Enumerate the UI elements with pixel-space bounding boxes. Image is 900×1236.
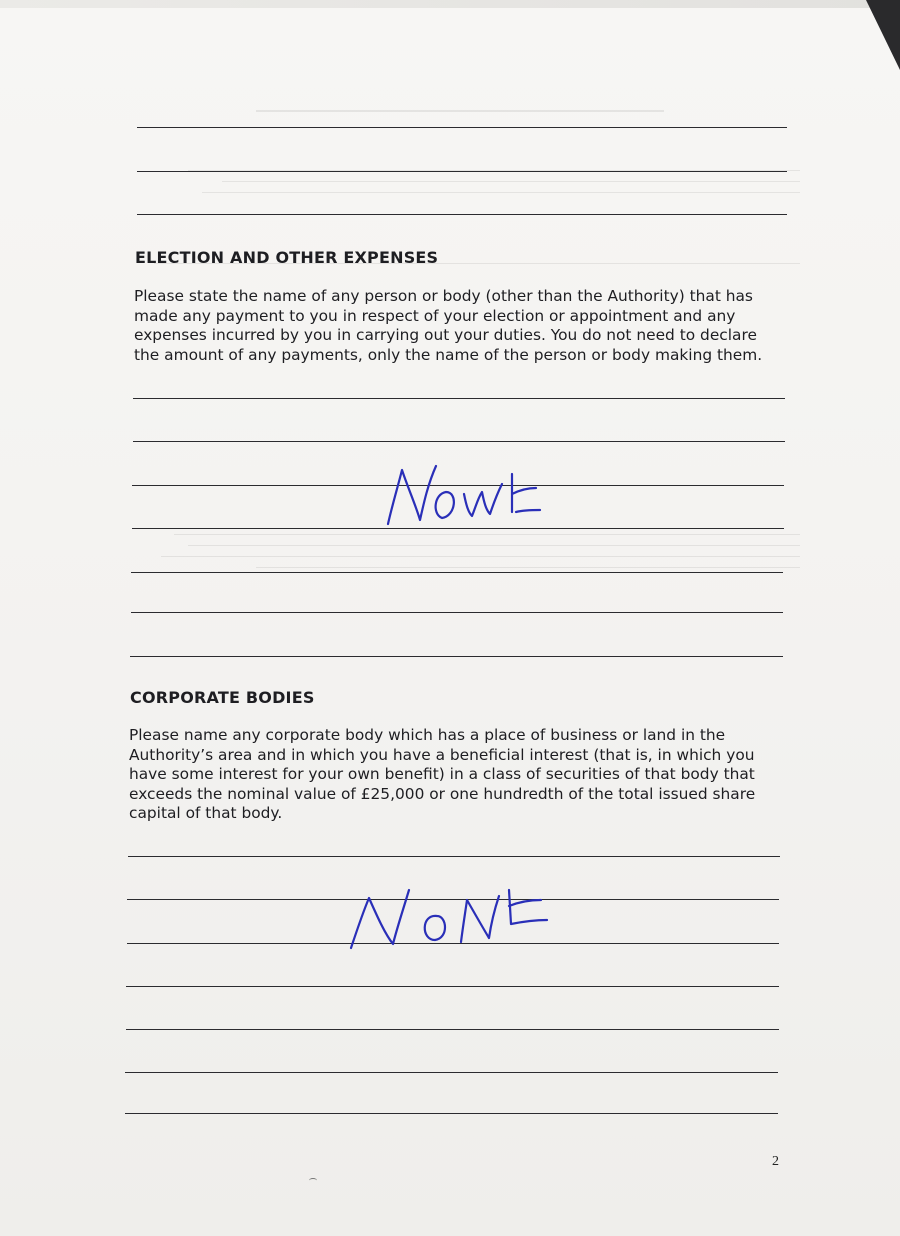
answer-line <box>128 856 780 857</box>
page-top-edge <box>0 0 900 8</box>
election-expenses-instructions: Please state the name of any person or body (other than the Authority) that has made any payment to you in respect of your election or appointment and any expenses incurred by you in carrying out your duties. You do not need to declare the amount of any payments, only the name of the person or body making them. <box>134 287 763 364</box>
handwritten-answer-none-corporate <box>343 876 563 956</box>
answer-line <box>137 127 787 128</box>
answer-line <box>130 656 783 657</box>
section-heading-election-expenses: ELECTION AND OTHER EXPENSES <box>135 248 439 267</box>
scan-corner-shadow <box>866 0 900 70</box>
handwritten-answer-none-election <box>378 458 548 538</box>
answer-line <box>125 1072 778 1073</box>
answer-line <box>131 572 783 573</box>
section-heading-corporate-bodies: CORPORATE BODIES <box>130 688 315 707</box>
answer-line <box>133 398 785 399</box>
answer-line <box>137 214 787 215</box>
page-number: 2 <box>772 1154 779 1169</box>
scan-speck <box>309 1178 317 1183</box>
answer-line <box>126 1029 779 1030</box>
reverse-side-bleed-through <box>120 110 800 1010</box>
answer-line <box>137 171 787 172</box>
answer-line <box>125 1113 778 1114</box>
corporate-bodies-instructions: Please name any corporate body which has a place of business or land in the Authority’s area and in which you have a beneficial interest (that is, in which you have some interest for your own benefit) in a class of securities of that body that exceeds the nominal value of £25,000 or one hundredth of the total issued share capital of that body. <box>129 726 756 823</box>
answer-line <box>126 986 779 987</box>
answer-line <box>131 612 783 613</box>
answer-line <box>133 441 785 442</box>
